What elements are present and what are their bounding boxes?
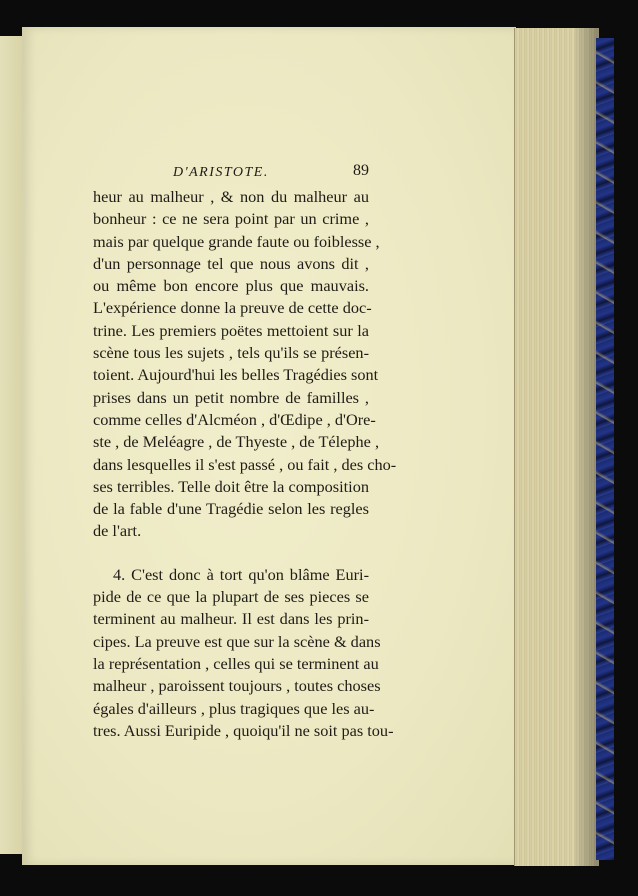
text-line: heur au malheur , & non du malheur au xyxy=(93,187,369,206)
text-line: égales d'ailleurs , plus tragiques que les au- xyxy=(93,698,375,718)
text-line: prises dans un petit nombre de familles , xyxy=(93,387,369,407)
text-line: dans lesquelles il s'est passé , ou fait , des cho- xyxy=(93,454,397,474)
text-line: terminent au malheur. Il est dans les prin- xyxy=(93,609,369,629)
text-line: ou même bon encore plus que mauvais. xyxy=(93,276,369,296)
text-line: 4. C'est donc à tort qu'on blâme Euri- xyxy=(113,564,369,584)
text-line: la représentation , celles qui se terminent au xyxy=(93,653,379,673)
paragraph-2 xyxy=(93,564,394,742)
text-line: trine. Les premiers poëtes mettoient sur la xyxy=(93,320,369,340)
text-line: bonheur : ce ne sera point par un crime , xyxy=(93,209,369,229)
text-line: pide de ce que la plupart de ses pieces se xyxy=(93,587,369,607)
text-line: malheur , paroissent toujours , toutes choses xyxy=(93,676,381,696)
text-line: L'expérience donne la preuve de cette doc- xyxy=(93,298,372,318)
running-head-title: D'ARISTOTE. xyxy=(173,165,269,180)
paragraph-1 xyxy=(93,186,397,543)
page-number: 89 xyxy=(353,162,369,179)
text-line: mais par quelque grande faute ou foiblesse , xyxy=(93,231,380,251)
text-line: scène tous les sujets , tels qu'ils se présen- xyxy=(93,343,369,363)
running-head xyxy=(93,160,369,186)
text-line: tres. Aussi Euripide , quoiqu'il ne soit pas tou- xyxy=(93,720,394,740)
text-line: ses terribles. Telle doit être la composition xyxy=(93,476,369,496)
text-line: toient. Aujourd'hui les belles Tragédies sont xyxy=(93,365,379,385)
text-line: comme celles d'Alcméon , d'Œdipe , d'Ore- xyxy=(93,409,376,429)
text-line: ste , de Meléagre , de Thyeste , de Télephe , xyxy=(93,432,380,452)
facing-page-edge xyxy=(0,36,23,854)
paragraph-spacer xyxy=(93,543,369,564)
text-line: cipes. La preuve est que sur la scène & dans xyxy=(93,631,381,651)
marbled-cover xyxy=(596,38,614,860)
text-line: de la fable d'une Tragédie selon les regles xyxy=(93,499,369,519)
text-line: d'un personnage tel que nous avons dit , xyxy=(93,253,369,273)
page-edges xyxy=(514,28,599,866)
text-line: de l'art. xyxy=(93,521,142,541)
page-text xyxy=(93,160,397,742)
